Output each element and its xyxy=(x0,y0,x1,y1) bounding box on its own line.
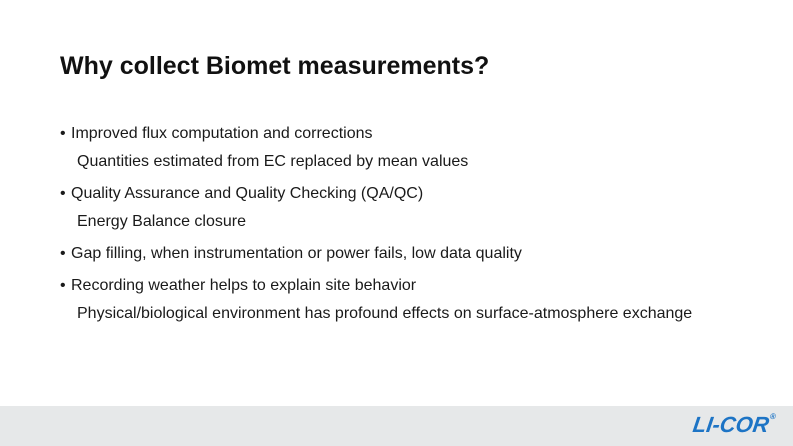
licor-logo xyxy=(692,412,777,438)
slide-title: Why collect Biomet measurements? xyxy=(60,52,490,80)
bullet-item xyxy=(60,184,780,204)
footer-bar xyxy=(0,406,793,446)
bullet-text: Improved flux computation and corrections xyxy=(71,125,373,142)
bullet-text: Gap filling, when instrumentation or power fails, low data quality xyxy=(71,245,522,262)
logo-text: LI-COR xyxy=(691,412,771,437)
bullet-subtext: Energy Balance closure xyxy=(77,213,246,230)
bullet-text: Quality Assurance and Quality Checking (QA/QC) xyxy=(71,185,424,202)
bullet-dot: • xyxy=(60,277,66,294)
bullet-dot: • xyxy=(60,245,66,262)
bullet-text: Recording weather helps to explain site behavior xyxy=(71,277,417,294)
registered-mark: ® xyxy=(769,412,777,421)
bullet-subtext: Physical/biological environment has profound effects on surface-atmosphere exchange xyxy=(77,305,693,322)
bullet-item xyxy=(60,244,780,264)
bullet-item xyxy=(60,276,780,296)
bullet-dot: • xyxy=(60,185,66,202)
bullet-subtext: Quantities estimated from EC replaced by mean values xyxy=(77,153,469,170)
bullet-dot: • xyxy=(60,125,66,142)
bullet-list xyxy=(60,124,780,324)
bullet-item xyxy=(60,124,780,144)
